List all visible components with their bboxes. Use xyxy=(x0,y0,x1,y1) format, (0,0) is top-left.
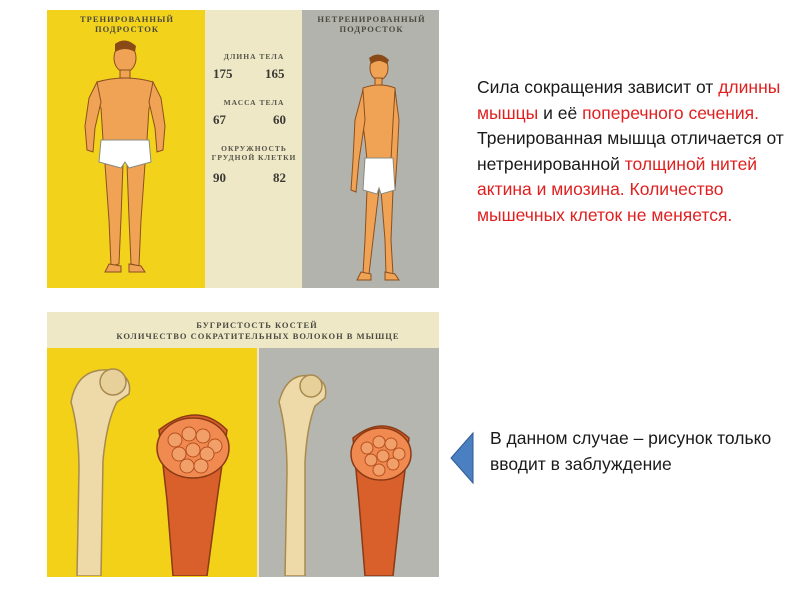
stat-mass-untrained: 60 xyxy=(273,112,286,127)
stat-label-mass: МАССА ТЕЛА xyxy=(223,98,285,107)
poster-bone-muscle xyxy=(47,312,439,577)
stat-chest-untrained: 82 xyxy=(273,170,286,185)
bottom-title-1: БУГРИСТОСТЬ КОСТЕЙ xyxy=(196,320,318,330)
trained-bone-muscle-illustration xyxy=(57,360,257,576)
poster-trained-vs-untrained xyxy=(47,10,439,288)
text-part: Сила сокращения зависит от xyxy=(477,77,719,97)
trained-teen-figure xyxy=(75,38,175,283)
stat-label-height: ДЛИНА ТЕЛА xyxy=(223,52,285,61)
stat-label-chest: ОКРУЖНОСТЬ ГРУДНОЙ КЛЕТКИ xyxy=(211,144,297,162)
untrained-label: НЕТРЕНИРОВАННЫЙ ПОДРОСТОК xyxy=(317,14,426,34)
stat-mass-trained: 67 xyxy=(213,112,226,127)
explanation-text xyxy=(477,75,797,228)
stat-height-trained: 175 xyxy=(213,66,233,81)
arrow-left-icon xyxy=(449,431,475,485)
text-highlight: толщиной нитей актина и миозина. Количество мышечных клеток не меняется. xyxy=(477,153,758,225)
stat-chest-trained: 90 xyxy=(213,170,226,185)
text-part: и её xyxy=(538,102,583,123)
untrained-bone-muscle-illustration xyxy=(265,362,435,576)
trained-label: ТРЕНИРОВАННЫЙ ПОДРОСТОК xyxy=(80,14,174,34)
text-highlight: поперечного сечения. xyxy=(582,102,760,123)
text-highlight: длинны мышцы xyxy=(477,77,781,123)
text-part: Тренированная мышца отличается от нетренированной xyxy=(477,128,784,174)
untrained-teen-figure xyxy=(343,50,413,285)
bottom-title-2: КОЛИЧЕСТВО СОКРАТИТЕЛЬНЫХ ВОЛОКОН В МЫШЦЕ xyxy=(116,331,400,341)
stat-height-untrained: 165 xyxy=(265,66,285,81)
note-text: В данном случае – рисунок только вводит в заблуждение xyxy=(490,428,772,474)
